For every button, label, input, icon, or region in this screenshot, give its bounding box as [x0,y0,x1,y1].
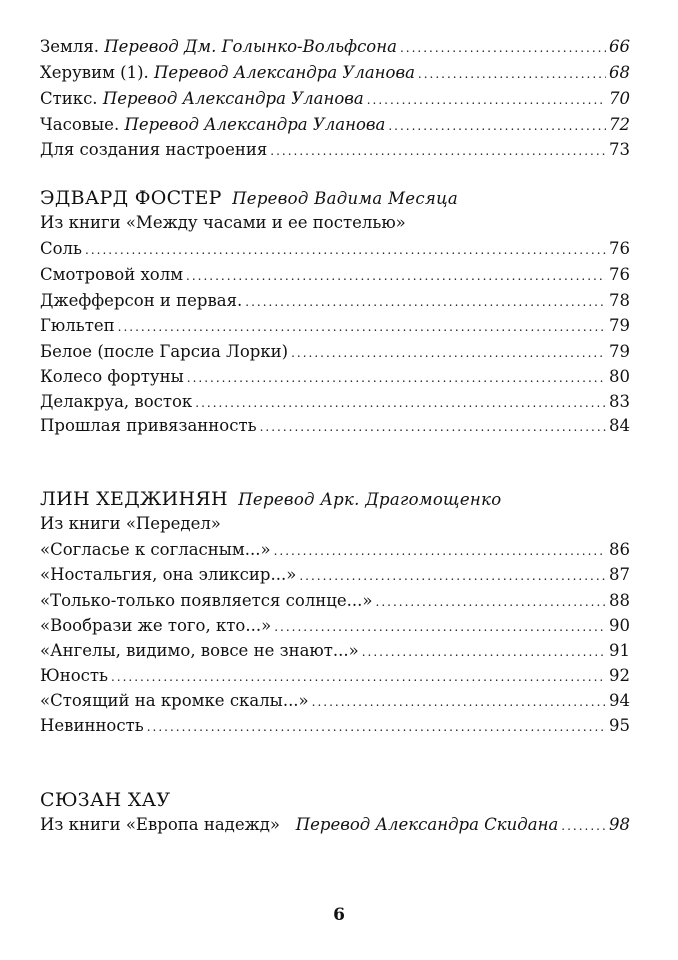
entry-title: Невинность [40,716,144,735]
toc-entry [40,289,630,313]
dot-leader [299,564,606,588]
dot-leader [118,315,606,339]
entry-page: 76 [609,239,630,258]
dot-leader [187,366,606,390]
toc-entry [40,689,630,713]
toc-entry [40,390,630,414]
entry-translator: Перевод Дм. Голынко-Вольфсона [104,37,397,56]
author-name: СЮЗАН ХАУ [40,789,171,811]
dot-leader [376,590,606,614]
entry-title: Смотровой холм [40,265,184,284]
author-heading [40,185,640,211]
dot-leader [147,715,606,739]
entry-page: 73 [609,140,630,159]
entry-page: 91 [609,641,630,660]
entry-title: «Согласье к согласным...» [40,540,271,559]
dot-leader [270,139,606,163]
toc-entry [40,664,630,688]
toc-entry [40,563,630,587]
entry-title: Для создания настроения [40,140,268,159]
dot-leader [312,690,606,714]
book-title: Из книги «Передел» [40,514,221,533]
entry-title: Часовые. [40,115,120,134]
toc-entry [40,538,630,562]
dot-leader [245,290,606,314]
entry-title: Делакруа, восток [40,392,193,411]
dot-leader [274,615,606,639]
entry-title: Стикс. [40,89,98,108]
entry-title: Юность [40,666,108,685]
entry-page: 84 [609,416,630,435]
author-name: ЛИН ХЕДЖИНЯН [40,488,228,510]
toc-entry [40,87,630,111]
dot-leader [400,36,606,60]
entry-title: Земля. [40,37,100,56]
dot-leader [367,88,606,112]
entry-title: Прошлая привязанность [40,416,257,435]
book-title: Из книги «Между часами и ее постелью» [40,213,406,232]
toc-entry [40,61,630,85]
toc-entry [40,589,630,613]
toc-entry [40,340,630,364]
entry-page: 66 [609,37,630,56]
entry-page: 80 [609,367,630,386]
entry-title: Джефферсон и первая. [40,291,243,310]
author-name: ЭДВАРД ФОСТЕР [40,187,222,209]
entry-page: 79 [609,316,630,335]
dot-leader [362,640,606,664]
toc-entry [40,365,630,389]
dot-leader [195,391,606,415]
entry-title: Соль [40,239,83,258]
dot-leader [291,341,606,365]
author-translator: Перевод Вадима Месяца [232,189,459,208]
toc-entry [40,35,630,59]
dot-leader [111,665,606,689]
entry-page: 98 [609,815,630,834]
entry-page: 68 [609,63,630,82]
toc-entry [40,414,630,438]
entry-title: Херувим (1). [40,63,149,82]
entry-page: 94 [609,691,630,710]
page-number: 6 [333,905,345,925]
entry-page: 92 [609,666,630,685]
entry-title: «Ангелы, видимо, вовсе не знают...» [40,641,359,660]
dot-leader [561,814,606,838]
entry-translator: Перевод Александра Уланова [154,63,415,82]
dot-leader [418,62,606,86]
dot-leader [260,415,606,439]
dot-leader [274,539,606,563]
entry-page: 76 [609,265,630,284]
toc-entry [40,714,630,738]
entry-page: 86 [609,540,630,559]
entry-page: 70 [609,89,630,108]
entry-page: 83 [609,392,630,411]
entry-title: «Вообрази же того, кто...» [40,616,272,635]
entry-title: Гюльтеп [40,316,115,335]
entry-title: «Только-только появляется солнце...» [40,591,373,610]
entry-title: Белое (после Гарсиа Лорки) [40,342,289,361]
dot-leader [85,238,606,262]
entry-title: «Ностальгия, она эликсир...» [40,565,297,584]
entry-page: 72 [609,115,630,134]
dot-leader [186,264,606,288]
toc-entry [40,138,630,162]
toc-entry [40,614,630,638]
toc-entry [40,263,630,287]
author-heading [40,787,640,813]
toc-entry [40,113,630,137]
entry-translator: Перевод Александра Скидана [295,815,559,834]
entry-title: «Стоящий на кромке скалы...» [40,691,309,710]
entry-page: 90 [609,616,630,635]
toc-entry [40,314,630,338]
toc-entry [40,813,630,837]
author-heading [40,486,640,512]
entry-page: 87 [609,565,630,584]
entry-page: 95 [609,716,630,735]
toc-entry [40,639,630,663]
entry-page: 78 [609,291,630,310]
entry-translator: Перевод Александра Уланова [102,89,364,108]
entry-title: Колесо фортуны [40,367,184,386]
entry-translator: Перевод Александра Уланова [124,115,386,134]
entry-page: 88 [609,591,630,610]
author-translator: Перевод Арк. Драгомощенко [238,490,502,509]
entry-page: 79 [609,342,630,361]
dot-leader [388,114,606,138]
entry-title: Из книги «Европа надежд» [40,815,281,834]
toc-entry [40,237,630,261]
